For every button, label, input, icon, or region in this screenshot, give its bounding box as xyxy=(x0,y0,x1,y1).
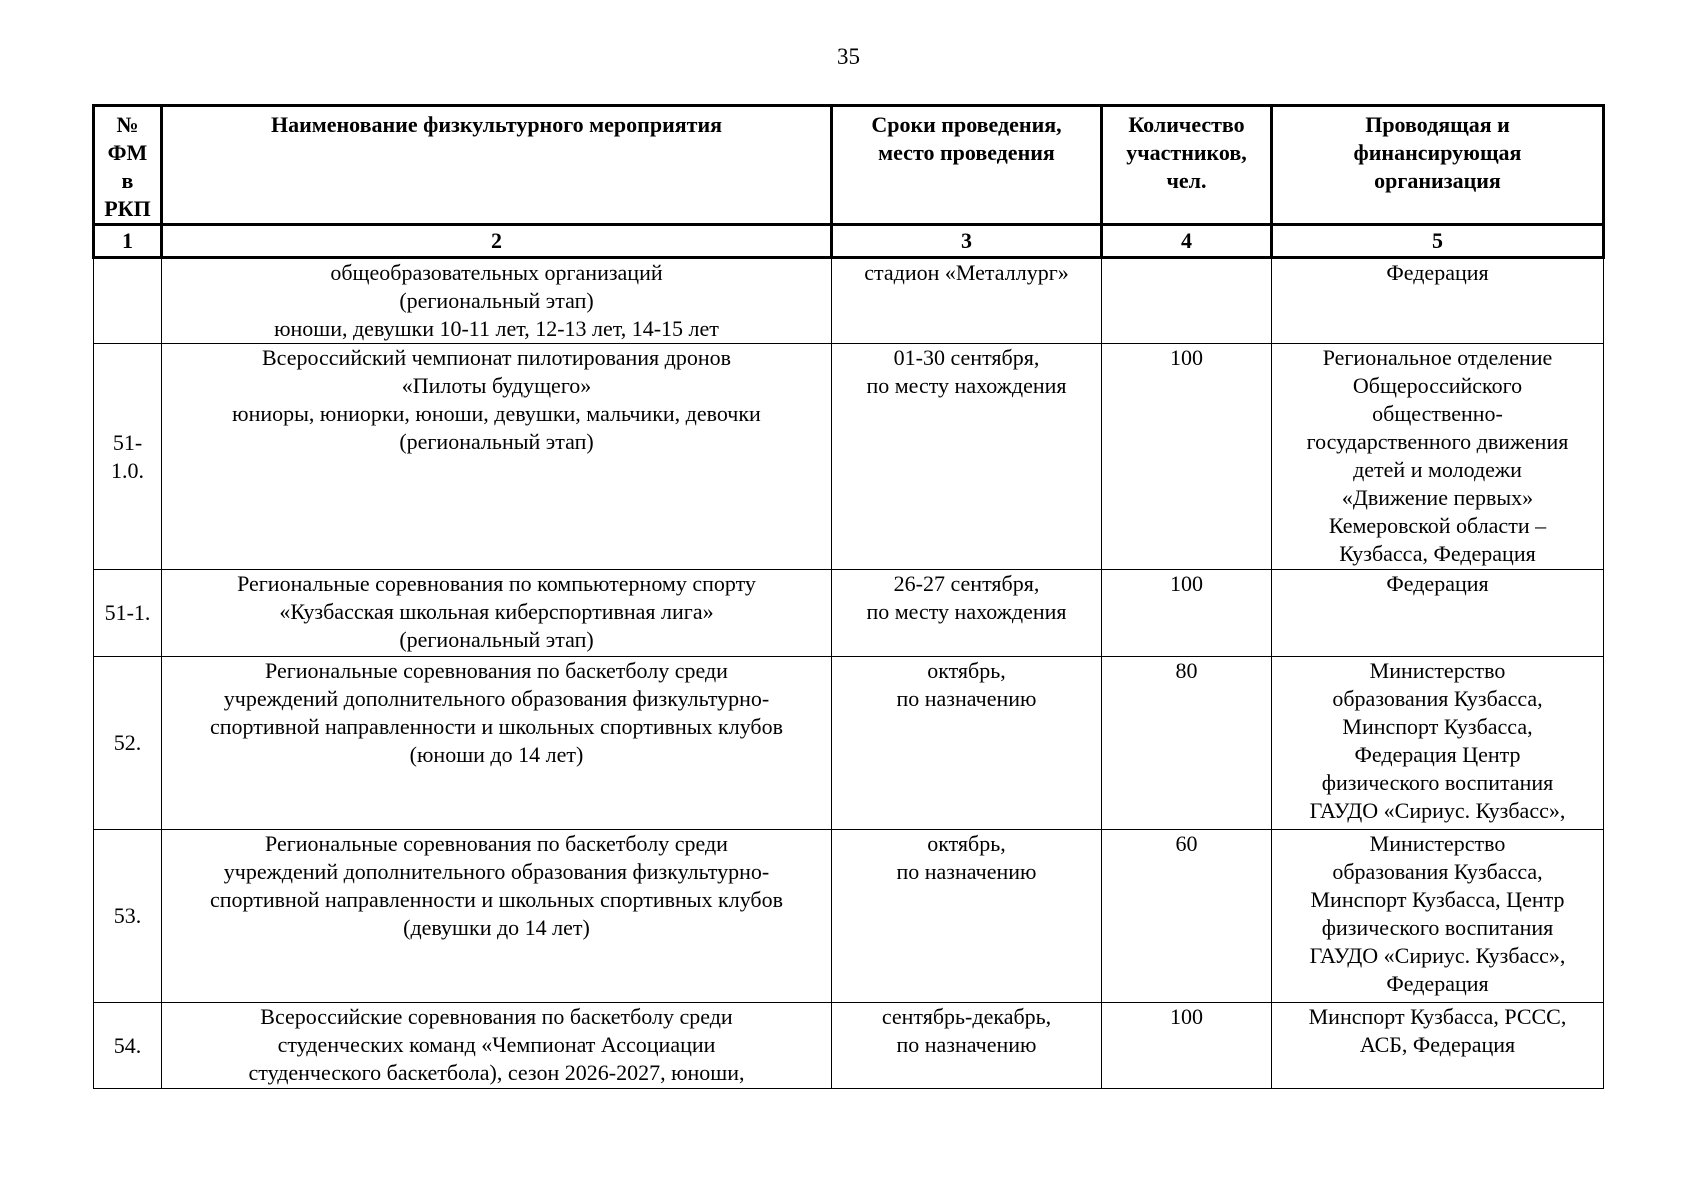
event-name-line: (юноши до 14 лет) xyxy=(409,742,584,767)
event-name-line: юноши, девушки 10-11 лет, 12-13 лет, 14-15 лет xyxy=(274,316,719,341)
event-name-line: юниоры, юниорки, юноши, девушки, мальчики, девочки xyxy=(232,401,761,426)
event-name-line: Всероссийский чемпионат пилотирования дронов xyxy=(262,345,731,370)
header-dates-place xyxy=(832,106,1102,225)
participant-count: 80 xyxy=(1175,658,1198,683)
event-name-line: студенческих команд «Чемпионат Ассоциации xyxy=(277,1032,716,1057)
participant-count: 60 xyxy=(1175,831,1198,856)
participant-count: 100 xyxy=(1170,345,1203,370)
participant-count: 100 xyxy=(1170,571,1203,596)
header-event-name xyxy=(162,106,832,225)
organization-cell xyxy=(1272,258,1604,344)
event-name-line: «Пилоты будущего» xyxy=(401,373,592,398)
column-number-row xyxy=(94,225,1604,258)
organization-line: АСБ, Федерация xyxy=(1359,1032,1516,1057)
event-name-line: Региональные соревнования по баскетболу среди xyxy=(265,658,728,683)
participant-count-cell xyxy=(1102,830,1272,1003)
table-body xyxy=(94,258,1604,1089)
event-name-cell xyxy=(162,830,832,1003)
organization-line: Федерация xyxy=(1386,571,1489,596)
dates-place-line: октябрь, xyxy=(927,658,1006,683)
fm-number-cell xyxy=(94,1003,162,1089)
organization-line: Региональное отделение xyxy=(1322,345,1553,370)
dates-place-line: по месту нахождения xyxy=(866,373,1067,398)
dates-place-cell xyxy=(832,258,1102,344)
table-row xyxy=(94,344,1604,570)
column-number: 3 xyxy=(832,225,1102,258)
event-name-line: общеобразовательных организаций xyxy=(330,260,663,285)
event-name-line: (региональный этап) xyxy=(399,429,594,454)
page-number: 35 xyxy=(837,44,860,69)
organization-line: государственного движения xyxy=(1306,429,1569,454)
header-line: Количество xyxy=(1128,112,1245,137)
dates-place-line: по месту нахождения xyxy=(866,599,1067,624)
event-name-line: спортивной направленности и школьных спортивных клубов xyxy=(209,714,784,739)
event-name-cell xyxy=(162,344,832,570)
dates-place-cell xyxy=(832,570,1102,657)
header-organization xyxy=(1272,106,1604,225)
dates-place-line: по назначению xyxy=(896,859,1037,884)
organization-cell xyxy=(1272,1003,1604,1089)
header-line: РКП xyxy=(104,196,151,221)
organization-line: физического воспитания xyxy=(1321,915,1554,940)
header-line: Проводящая и xyxy=(1365,112,1510,137)
organization-line: Кузбасса, Федерация xyxy=(1339,541,1536,566)
dates-place-line: октябрь, xyxy=(927,831,1006,856)
organization-line: Кемеровской области – xyxy=(1328,513,1547,538)
participant-count-cell xyxy=(1102,657,1272,830)
event-name-line: Всероссийские соревнования по баскетболу среди xyxy=(260,1004,733,1029)
organization-line: Минспорт Кузбасса, xyxy=(1342,714,1533,739)
organization-line: Минспорт Кузбасса, РССС, xyxy=(1308,1004,1567,1029)
organization-line: образования Кузбасса, xyxy=(1332,859,1543,884)
organization-line: физического воспитания xyxy=(1321,770,1554,795)
organization-line: «Движение первых» xyxy=(1341,485,1534,510)
dates-place-line: стадион «Металлург» xyxy=(864,260,1069,285)
organization-line: образования Кузбасса, xyxy=(1332,686,1543,711)
fm-number-cell xyxy=(94,570,162,657)
column-number: 4 xyxy=(1102,225,1272,258)
dates-place-line: по назначению xyxy=(896,686,1037,711)
fm-number-cell xyxy=(94,258,162,344)
fm-number: 51-1. xyxy=(104,600,151,625)
fm-number-cell xyxy=(94,657,162,830)
organization-line: детей и молодежи xyxy=(1353,457,1522,482)
header-line: чел. xyxy=(1166,168,1207,193)
event-name-line: учреждений дополнительного образования физкультурно- xyxy=(223,686,770,711)
event-name-line: Региональные соревнования по баскетболу среди xyxy=(265,831,728,856)
dates-place-line: по назначению xyxy=(896,1032,1037,1057)
dates-place-cell xyxy=(832,830,1102,1003)
event-name-cell xyxy=(162,258,832,344)
header-line: финансирующая xyxy=(1353,140,1522,165)
event-name-line: (региональный этап) xyxy=(399,627,594,652)
organization-line: Федерация xyxy=(1386,971,1489,996)
event-name-line: Региональные соревнования по компьютерному спорту xyxy=(237,571,756,596)
fm-number-cell xyxy=(94,830,162,1003)
fm-number: 52. xyxy=(113,730,142,755)
fm-number-cell xyxy=(94,344,162,570)
header-line: № xyxy=(116,112,139,137)
event-name-line: «Кузбасская школьная киберспортивная лига» xyxy=(279,599,714,624)
participant-count-cell xyxy=(1102,344,1272,570)
organization-line: Федерация xyxy=(1386,260,1489,285)
organization-line: общественно- xyxy=(1372,401,1503,426)
fm-number: 51- xyxy=(112,429,143,455)
event-name-line: учреждений дополнительного образования физкультурно- xyxy=(223,859,770,884)
header-line: в xyxy=(121,168,134,193)
table-row xyxy=(94,1003,1604,1089)
header-line: место проведения xyxy=(878,140,1055,165)
dates-place-cell xyxy=(832,344,1102,570)
organization-cell xyxy=(1272,657,1604,830)
header-line: Наименование физкультурного мероприятия xyxy=(270,112,723,137)
event-name-cell xyxy=(162,1003,832,1089)
table-row xyxy=(94,657,1604,830)
participant-count-cell xyxy=(1102,258,1272,344)
header-line: участников, xyxy=(1126,140,1247,165)
header-fm-number xyxy=(94,106,162,225)
column-number: 1 xyxy=(94,225,162,258)
organization-line: Федерация Центр xyxy=(1354,742,1521,767)
organization-cell xyxy=(1272,830,1604,1003)
dates-place-cell xyxy=(832,1003,1102,1089)
table-header-row xyxy=(94,106,1604,225)
event-name-line: спортивной направленности и школьных спортивных клубов xyxy=(209,887,784,912)
header-line: Сроки проведения, xyxy=(871,112,1062,137)
organization-line: ГАУДО «Сириус. Кузбасс», xyxy=(1309,798,1566,823)
column-number: 5 xyxy=(1272,225,1604,258)
event-name-cell xyxy=(162,570,832,657)
dates-place-line: 01-30 сентября, xyxy=(893,345,1040,370)
event-name-line: (девушки до 14 лет) xyxy=(403,915,590,940)
participant-count-cell xyxy=(1102,1003,1272,1089)
organization-line: Министерство xyxy=(1369,831,1506,856)
fm-number: 54. xyxy=(113,1032,142,1058)
participant-count-cell xyxy=(1102,570,1272,657)
event-name-line: (региональный этап) xyxy=(399,288,594,313)
header-line: организация xyxy=(1374,168,1501,193)
organization-line: ГАУДО «Сириус. Кузбасс», xyxy=(1309,943,1566,968)
organization-cell xyxy=(1272,570,1604,657)
header-line: ФМ xyxy=(107,140,148,165)
organization-cell xyxy=(1272,344,1604,570)
participant-count: 100 xyxy=(1170,1004,1203,1029)
organization-line: Минспорт Кузбасса, Центр xyxy=(1310,887,1565,912)
table-row xyxy=(94,830,1604,1003)
dates-place-line: 26-27 сентября, xyxy=(893,571,1040,596)
header-participant-count xyxy=(1102,106,1272,225)
dates-place-cell xyxy=(832,657,1102,830)
fm-number: 53. xyxy=(113,903,142,928)
dates-place-line: сентябрь-декабрь, xyxy=(881,1004,1052,1029)
table-row xyxy=(94,570,1604,657)
table-row xyxy=(94,258,1604,344)
organization-line: Общероссийского xyxy=(1352,373,1523,398)
event-name-line: студенческого баскетбола), сезон 2026-2027, юноши, xyxy=(248,1060,745,1085)
fm-number: 1.0. xyxy=(111,457,144,483)
event-name-cell xyxy=(162,657,832,830)
events-table xyxy=(92,104,1605,1089)
column-number: 2 xyxy=(162,225,832,258)
organization-line: Министерство xyxy=(1369,658,1506,683)
